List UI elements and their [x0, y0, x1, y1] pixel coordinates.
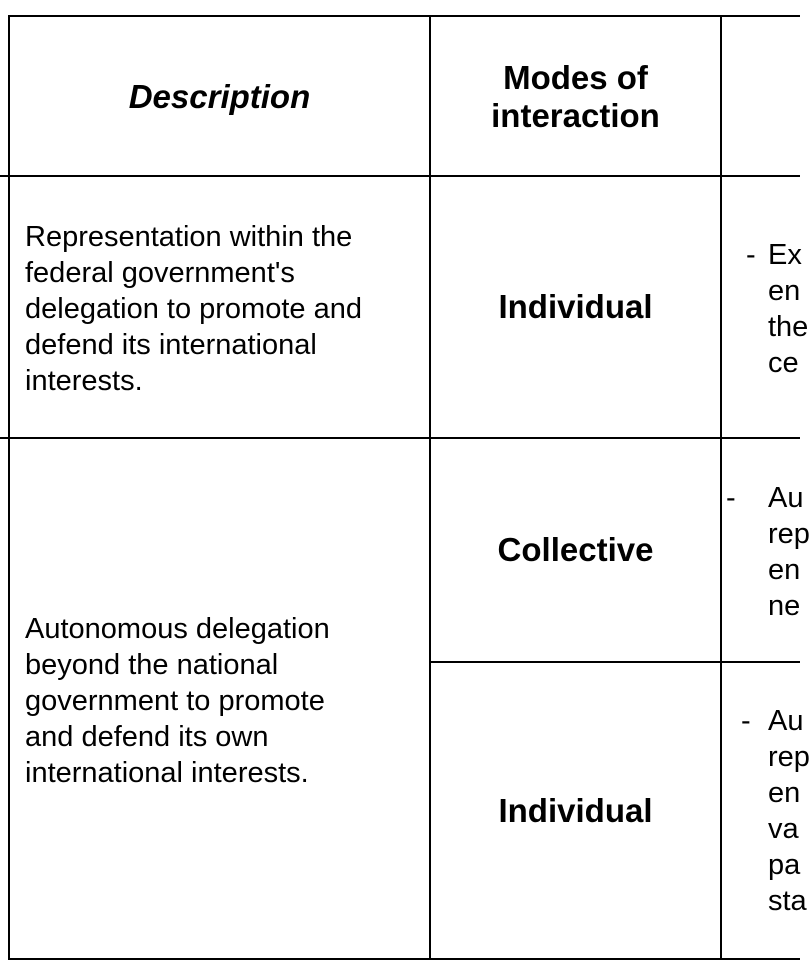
row2a-third-line: en: [768, 554, 801, 586]
row1-mode-individual: Individual: [498, 288, 653, 325]
row2-mode-individual: Individual: [498, 791, 653, 829]
table-border-bottom: [8, 958, 800, 960]
row1-third-line: ce: [768, 347, 799, 379]
row2b-third-line: sta: [768, 885, 807, 917]
row2-desc-line: government to promote: [25, 685, 325, 717]
row1-desc-line: delegation to promote and: [25, 293, 362, 325]
row2b-third-line: en: [768, 777, 801, 809]
header-modes-of-interaction: [431, 17, 720, 176]
row2a-third-dash: -: [726, 482, 736, 514]
row2b-third-line: pa: [768, 849, 801, 881]
row2a-third-line: Au: [768, 482, 804, 514]
row1-desc-line: Representation within the: [25, 221, 353, 253]
row2-desc-line: Autonomous delegation: [25, 613, 330, 645]
row1-third-column: [722, 177, 809, 437]
header-modes-line1: Modes of: [503, 58, 648, 96]
row2b-third-line: Au: [768, 705, 804, 737]
row1-third-line: en: [768, 275, 801, 307]
header-modes-line2: interaction: [491, 96, 660, 134]
row2a-third-line: ne: [768, 590, 801, 622]
row2b-third-line: rep: [768, 741, 810, 773]
row1-desc-line: federal government's: [25, 257, 295, 289]
row2b-third-line: va: [768, 813, 799, 845]
row2-collective-third-column: [722, 439, 810, 661]
header-description: Description: [128, 77, 311, 115]
row1-desc-line: defend its international: [25, 329, 317, 361]
row2-mode-collective: Collective: [497, 531, 654, 568]
row1-third-dash: -: [746, 239, 756, 271]
row2-desc-line: beyond the national: [25, 649, 279, 681]
row2b-third-dash: -: [741, 705, 751, 737]
row1-third-line: Ex: [768, 239, 802, 271]
row2-description: [25, 611, 425, 791]
row2-desc-line: international interests.: [25, 757, 309, 789]
row1-desc-line: interests.: [25, 365, 143, 397]
row1-third-line: the: [768, 311, 809, 343]
row2-individual-third-column: [722, 663, 810, 958]
row2-desc-line: and defend its own: [25, 721, 269, 753]
row2a-third-line: rep: [768, 518, 810, 550]
row1-description: [25, 219, 425, 399]
